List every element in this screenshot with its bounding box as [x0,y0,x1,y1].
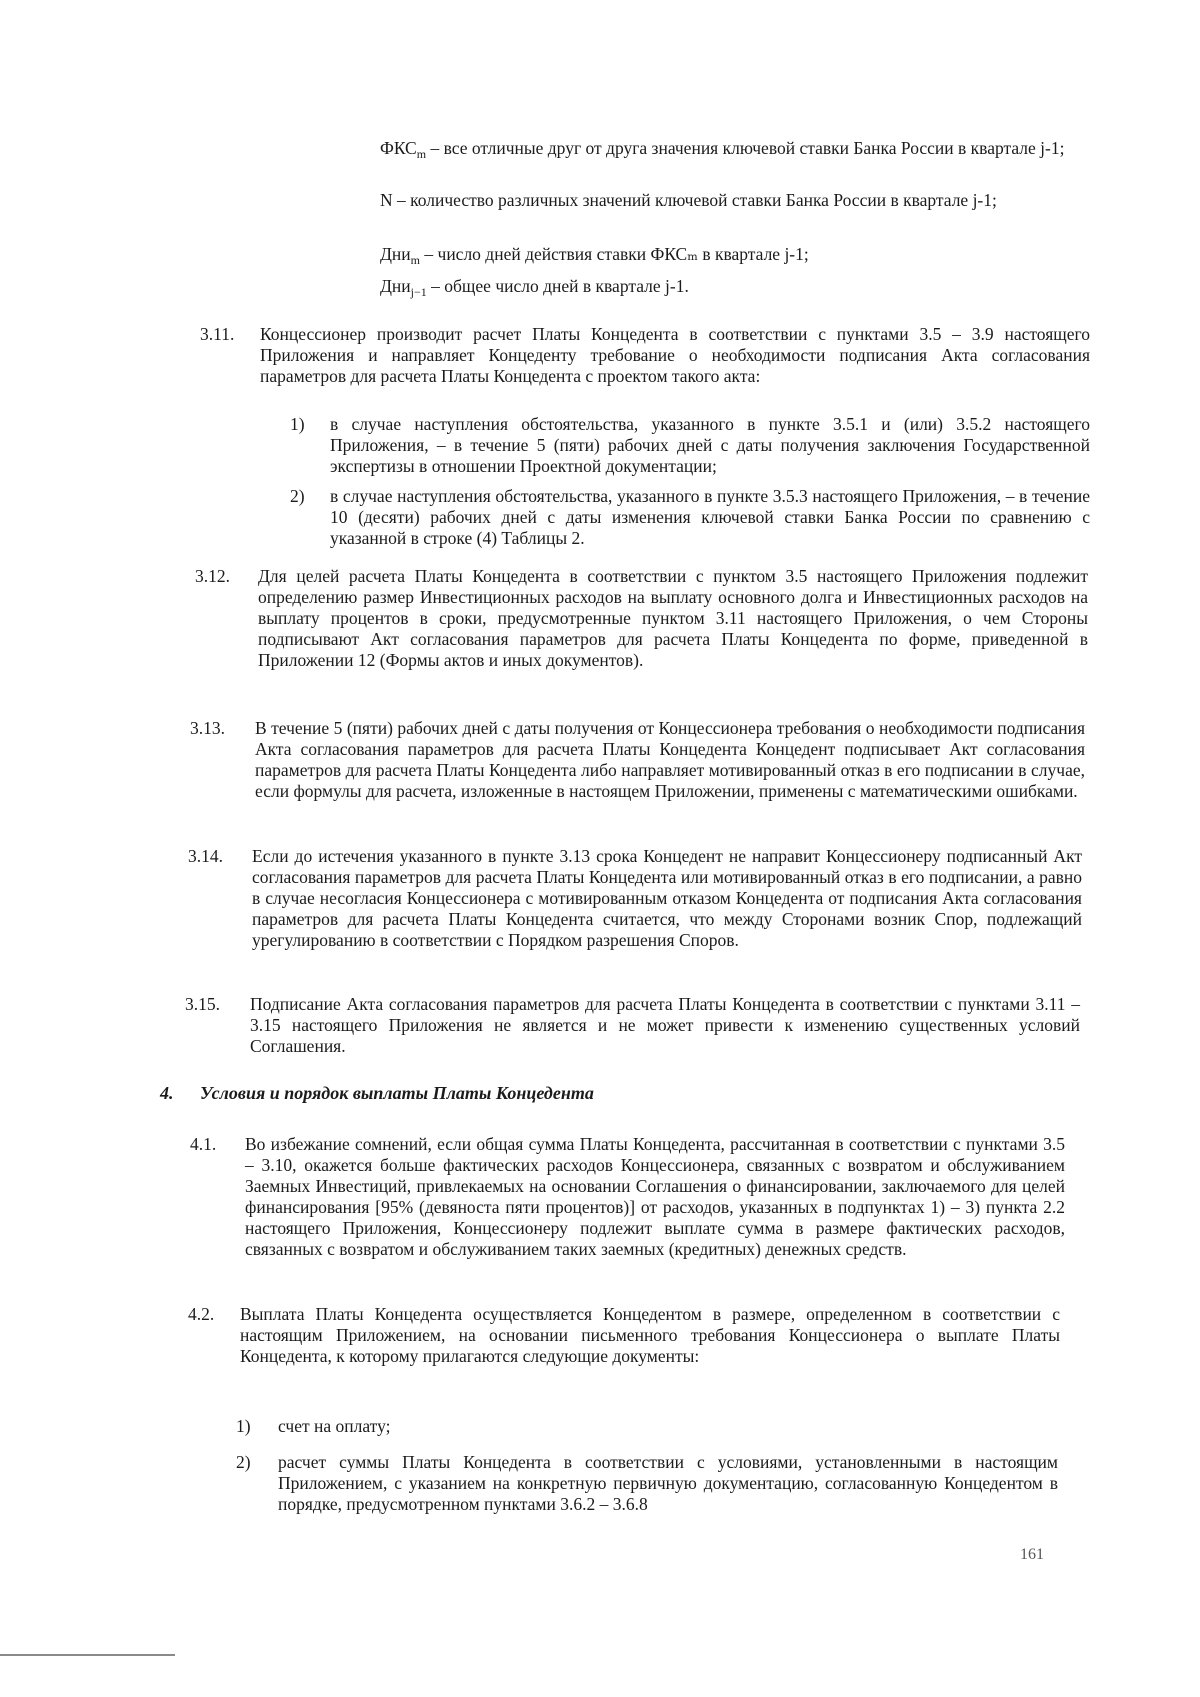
definition-term: ФКС [380,138,417,158]
clause-number: 3.11. [200,324,235,344]
clause-text: Для целей расчета Платы Концедента в соответствии с пунктом 3.5 настоящего Приложения подлежит определению размер Инвестиционных расходов на выплату основного долга и Инвестиционных расходов на выплату процентов в сроки, предусмотренные пунктом 3.11 настоящего Приложения, о чем Стороны подписывают Акт согласования параметров для расчета Платы Концедента по форме, приведенной в Приложении 12 (Формы актов и иных документов). [258,566,1088,670]
page-number: 161 [1020,1546,1044,1563]
definition-fks [380,138,1090,161]
subclause-number: 1) [236,1416,251,1436]
subclause-number: 2) [236,1452,251,1472]
definition-text: – все отличные друг от друга значения ключевой ставки Банка России в квартале j-1; [426,138,1065,158]
definition-term-subscript: j−1 [410,285,427,299]
section-title: Условия и порядок выплаты Платы Концедента [200,1083,594,1103]
subclause-text: расчет суммы Платы Концедента в соответствии с условиями, установленными в настоящим Приложением, с указанием на конкретную первичную документацию, согласованную Концедентом в порядке, предусмотренном пунктами 3.6.2 – 3.6.8 [278,1452,1058,1514]
clause-number: 4.2. [188,1304,215,1324]
definition-text: – число дней действия ставки ФКСₘ в квартале j-1; [420,244,809,264]
clause-number: 3.15. [185,994,220,1014]
definition-term: Дни [380,276,411,296]
definition-n [380,190,1090,211]
subclause-text: счет на оплату; [278,1416,391,1436]
section-number: 4. [160,1083,174,1103]
definition-term: Дни [380,244,411,264]
clause-text: В течение 5 (пяти) рабочих дней с даты получения от Концессионера требования о необходимости подписания Акта согласования параметров для расчета Платы Концедента Концедент подписывает Акт согласования параметров для расчета Платы Концедента либо направляет мотивированный отказ в его подписании в случае, если формулы для расчета, изложенные в настоящем Приложении, применены с математическими ошибками. [255,718,1085,801]
definition-term-subscript: m [416,147,427,161]
clause-text: Если до истечения указанного в пункте 3.13 срока Концедент не направит Концессионеру подписанный Акт согласования параметров для расчета Платы Концедента или мотивированный отказ в его подписании, а равно в случае несогласия Концессионера с мотивированным отказом Концедента от подписания Акта согласования параметров для расчета Платы Концедента считается, что между Сторонами возник Спор, подлежащий урегулированию в соответствии с Порядком разрешения Споров. [252,846,1082,950]
definition-term-subscript: m [410,253,421,267]
scan-edge-mark [0,1654,175,1656]
definition-text: – количество различных значений ключевой ставки Банка России в квартале j-1; [392,190,997,210]
clause-text: Выплата Платы Концедента осуществляется Концедентом в размере, определенном в соответствии с настоящим Приложением, на основании письменного требования Концессионера о выплате Платы Концедента, к которому прилагаются следующие документы: [240,1304,1060,1366]
subclause-number: 2) [290,486,305,506]
clause-text: Концессионер производит расчет Платы Концедента в соответствии с пунктами 3.5 – 3.9 настоящего Приложения и направляет Концеденту требование о необходимости подписания Акта согласования параметров для расчета Платы Концедента с проектом такого акта: [260,324,1090,386]
clause-text: Во избежание сомнений, если общая сумма Платы Концедента, рассчитанная в соответствии с пунктами 3.5 – 3.10, окажется больше фактических расходов Концессионера, связанных с возвратом и обслуживанием Заемных Инвестиций, привлекаемых на основании Соглашения о финансировании, заключаемого для целей финансирования [95% (девяноста пяти процентов)] от расходов, указанных в подпунктах 1) – 3) пункта 2.2 настоящего Приложения, Концессионеру подлежит выплате сумма в размере фактических расходов, связанных с возвратом и обслуживанием таких заемных (кредитных) денежных средств. [245,1134,1065,1259]
clause-number: 3.13. [190,718,225,738]
clause-number: 3.12. [195,566,230,586]
clause-number: 3.14. [188,846,223,866]
definition-dni-m [380,244,1090,267]
subclause-text: в случае наступления обстоятельства, указанного в пункте 3.5.3 настоящего Приложения, – в течение 10 (десяти) рабочих дней с даты изменения ключевой ставки Банка России по сравнению с указанной в строке (4) Таблицы 2. [330,486,1090,548]
definition-dni-j [380,276,1090,299]
clause-text: Подписание Акта согласования параметров для расчета Платы Концедента в соответствии с пунктами 3.11 – 3.15 настоящего Приложения не является и не может привести к изменению существенных условий Соглашения. [250,994,1080,1056]
subclause-text: в случае наступления обстоятельства, указанного в пункте 3.5.1 и (или) 3.5.2 настоящего Приложения, – в течение 5 (пяти) рабочих дней с даты получения заключения Государственной экспертизы в отношении Проектной документации; [330,414,1090,476]
definition-term: N [380,190,393,210]
definition-text: – общее число дней в квартале j-1. [426,276,689,296]
clause-number: 4.1. [190,1134,217,1154]
subclause-number: 1) [290,414,305,434]
